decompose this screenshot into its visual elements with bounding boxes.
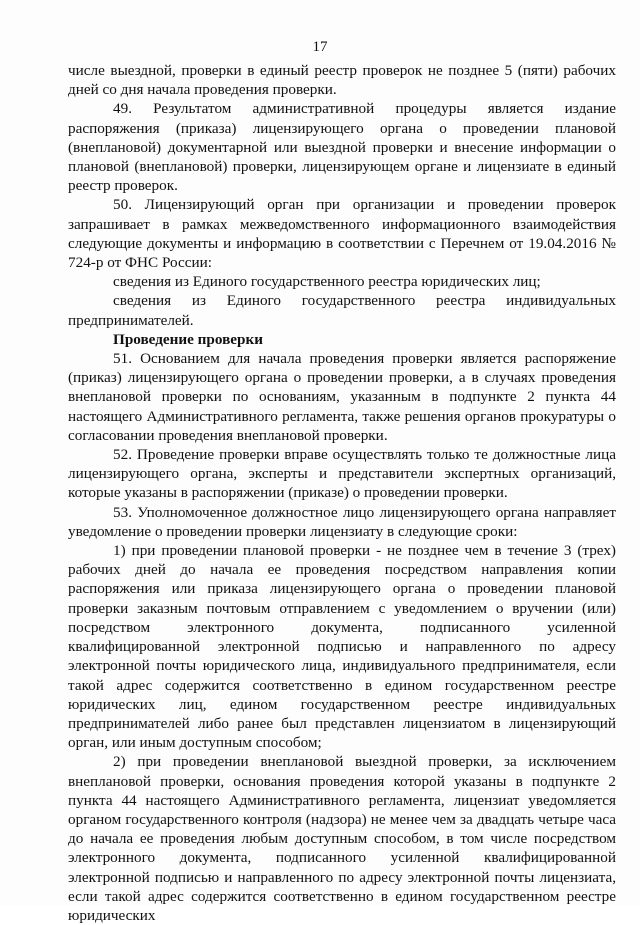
paragraph-49: 49. Результатом административной процедуры является издание распоряжения (приказа) лицензирующего органа о проведении плановой (внеплановой) документарной или выездной проверки и внесение информации о плановой (внеплановой) проверки, лицензирующем органе и лицензиате в единый реестр проверок. bbox=[68, 100, 616, 195]
section-heading: Проведение проверки bbox=[113, 330, 263, 348]
paragraph-53: 53. Уполномоченное должностное лицо лицензирующего органа направляет уведомление о проведении проверки лицензиату в следующие сроки: bbox=[68, 503, 616, 540]
paragraph-50-item-legal-entities: сведения из Единого государственного реестра юридических лиц; bbox=[113, 273, 541, 291]
paragraph-continuation: числе выездной, проверки в единый реестр проверок не позднее 5 (пяти) рабочих дней со дня начала проведения проверки. bbox=[68, 62, 616, 99]
document-body bbox=[68, 61, 616, 925]
paragraph-53-subitem-2: 2) при проведении внеплановой выездной проверки, за исключением внеплановой проверки, основания проведения которой указаны в подпункте 2 пункта 44 настоящего Административного регламента, лицензиат уведомляется органом государственного контроля (надзора) не менее чем за двадцать четыре часа до начала ее проведения любым доступным способом, в том числе посредством электронного документа, подписанного усиленной квалифицированной электронной подписью и направленного по адресу электронной почты лицензиата, если такой адрес содержится соответственно в едином государственном реестре юридических bbox=[68, 753, 616, 924]
paragraph-50: 50. Лицензирующий орган при организации и проведении проверок запрашивает в рамках межведомственного информационного взаимодействия следующие документы и информацию в соответствии с Перечнем от 19.04.2016 № 724-р от ФНС России: bbox=[68, 196, 616, 272]
paragraph-50-item-entrepreneurs: сведения из Единого государственного реестра индивидуальных предпринимателей. bbox=[68, 292, 616, 329]
paragraph-52: 52. Проведение проверки вправе осуществлять только те должностные лица лицензирующего органа, эксперты и представители экспертных организаций, которые указаны в распоряжении (приказе) о проведении проверки. bbox=[68, 446, 616, 502]
paragraph-51: 51. Основанием для начала проведения проверки является распоряжение (приказ) лицензирующего органа о проведении проверки, а в случаях проведения внеплановой проверки по основаниям, указанным в подпункте 2 пункта 44 настоящего Административного регламента, также решения органов прокуратуры о согласовании проведения внеплановой проверки. bbox=[68, 350, 616, 444]
paragraph-53-subitem-1: 1) при проведении плановой проверки - не позднее чем в течение 3 (трех) рабочих дней до начала ее проведения посредством направления копии распоряжения или приказа лицензирующего органа о проведении плановой проверки заказным почтовым отправлением с уведомлением о вручении (или) посредством электронного документа, подписанного усиленной квалифицированной электронной подписью и направленного по адресу электронной почты юридического лица, индивидуального предпринимателя, если такой адрес содержится соответственно в едином государственном реестре юридических лиц, едином государственном реестре индивидуальных предпринимателей либо ранее был представлен лицензиатом в лицензирующий орган, или иным доступным способом; bbox=[68, 542, 616, 752]
page-number: 17 bbox=[312, 39, 328, 55]
